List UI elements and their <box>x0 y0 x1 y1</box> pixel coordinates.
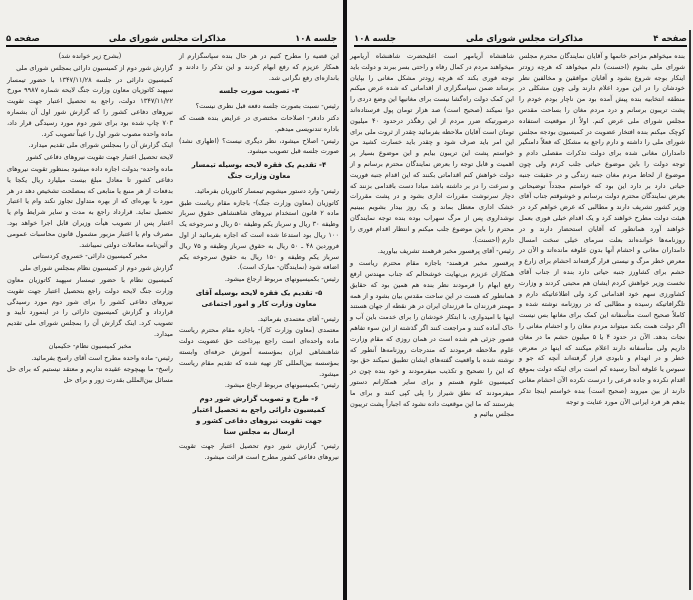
paragraph: ماده واحده- بدولت اجازه داده میشود بمنظور تقویت نیروهای دفاعی کشور تا معادل مبلغ بیست میلیارد ریال یکجا یا بدفعات از هر منبع یا منابعی که بمصلحت تشخیص دهد در هر مورد با بهره‌ای که از بهره متداول تجاوز نکند وام یا اعتبار تحصیل نماید. قرارداد راجع به مدت و سایر شرایط وام یا اعتبار پس از تصویب هیأت وزیران قابل اجرا خواهد بود. مصرف وام یا اعتبار مزبور مشمول قانون محاسبات عمومی و آئین‌نامه معاملات دولتی نمیباشد. <box>7 164 173 249</box>
page-edge <box>689 30 691 590</box>
page-header <box>6 28 337 44</box>
paragraph: رئیس- ماده واحده مطرح است آقای راسخ بفرمائید. <box>31 353 173 362</box>
page-divider <box>343 0 347 600</box>
right-page <box>348 0 693 600</box>
section-heading: ۴- تقدیم یک فقره لایحه بوسیله تیمسار معاون وزارت جنگ <box>191 161 327 180</box>
section-heading: ۶- طرح و تصویب گزارش شور دوم کمیسیون دارائی راجع به تحصیل اعتبار جهت تقویت نیروهای دفاعی کشور و ارسال به مجلس سنا <box>192 395 326 436</box>
paragraph: معتمدی (معاون وزارت کار)- باجازه مقام محترم ریاست ماده واحده‌ای است راجع بپرداخت حق عضویت دولت شاهنشاهی ایران بمؤسسه آموزش حرفه‌ای وابسته بمؤسسه بین‌المللی کار تهیه شده که تقدیم مقام ریاست میشود. <box>179 326 339 378</box>
text-column-left <box>350 51 514 421</box>
paragraph: گزارش شور دوم از کمیسیون دارائی بمجلس شورای ملی <box>16 63 173 72</box>
paragraph: راسخ- ما بهیچوجه عقیده نداریم و معتقد نیستیم که برای حل مسائل بین‌المللی بقدرت زور و برای حل <box>7 365 173 385</box>
paragraph: کاتوزیان (معاون وزارت جنگ)- باجازه مقام ریاست طبق ماده ۲ قانون استخدام نیروهای شاهنشاهی حقوق سرباز وظیفه ۳۰ ریال و سرباز یکم وظیفه ۵۰ ریال و سرجوخه یک ۱۰۰ ریال بود استدعا شده است که اجازه بفرمائید از اول فروردین ۴۸ ـ ۵۰ ریال به حقوق سرباز وظیفه و ۷۵ ریال سرباز یکم وظیفه و ۱۵۰ ریال به حقوق سرجوخه یکم اضافه شود (نمایندگان- مبارک است). <box>179 198 340 272</box>
paragraph: رئیس- گزارش شور دوم تحصیل اعتبار جهت تقویت نیروهای دفاعی کشور مطرح است قرائت میشود. <box>179 442 339 462</box>
section-heading: ۳- تصویب صورت جلسه <box>219 87 299 96</box>
text-column-right <box>519 51 685 408</box>
paragraph: کمیسیون نظام با حضور تیمسار سپهبد کاتوزیان معاون وزارت جنگ لایحه دولت راجع بتحصیل اعتبار جهت تقویت نیروهای دفاعی کشور را برای شور دوم مورد رسیدگی قرارداد و گزارش کمیسیون دارائی را در اینمورد تأیید و تصویب کرد. اینک گزارش آن را بمجلس شورای ملی تقدیم میدارد. <box>7 275 173 338</box>
paragraph: رئیس- بکمیسیونهای مربوط ارجاع میشود. <box>224 381 339 390</box>
paragraph: (بشرح زیر خوانده شد) <box>58 52 122 60</box>
publication-title: مذاکرات مجلس شورای ملی <box>108 34 226 44</box>
paragraph: شاهنشاه آریامهر است اعلیحضرت شاهنشاه آریامهر میخواهند مردم در کمال رفاه و راحتی بسر ببرند و دولت باید توجه فوری بکند که هرچه زودتر مشکل مغانی را بپایان برساند ضمن سپاسگزاری از اقداماتی که شده عرض میکنم این کمک دولت راه‌گشا نیست برای مغانیها این وضع دردی را دوا نمیکند (صحیح است) صد هزار تومان پول فرستاده‌اند درصورتیکه ضرر مردم از این رهگذر درحدود ۴۰ میلیون تومان است آقایان ملاحظه بفرمائید چقدر از ثروت ملی برای این امر باید صرف شود و چقدر باید خسارت کشید من خواستم پشت این تریبون بیایم و این موضوع بسیار پر اهمیت و قابل توجه را بعرض نمایندگان محترم برسانم و از دولت خواهش کنم اقداماتی بکنند که این اقدام جنبه فوریت و سرعت را در بر داشته باشد مبادا دست باقدامی بزنند که دچار سرنوشت مقررات اداری بشود و در پشت مقررات خشک اداری معطل بماند و یک روز بیدار بشویم ببینیم نوشداروی پس از مرگ سهراب بوده بنده توجه نمایندگان محترم را باین موضوع جلب میکنم و انتظار اقدام فوری را دارم (احسنت). <box>350 52 514 244</box>
section-heading: ۵- تقدیم یک فقره لایحه بوسیله آقای معاون وزارت کار و امور اجتماعی <box>195 288 323 308</box>
paragraph: رئیس- آقای معتمدی بفرمائید. <box>257 314 339 323</box>
paragraph: رئیس- وارد دستور میشویم تیمسار کاتوزیان بفرمائید. <box>194 186 339 195</box>
page-header <box>354 28 687 44</box>
header-rule <box>354 45 687 47</box>
paragraph: دکتر دادفر- اصلاحات مختصری در عرایض بنده هست که باداره تندنویسی میدهم. <box>179 113 339 133</box>
page-number: صفحه ۴ <box>653 34 687 44</box>
paragraph: کمیسیون دارائی در جلسه ۱۳۴۷/۱۱/۲۸ با حضور تیمسار سپهبد کاتوزیان معاون وزارت جنگ لایحه شماره ۹۹۸۷ مورخ ۱۳۴۷/۱۱/۲۲ دولت، راجع به تحصیل اعتبار جهت تقویت نیروهای دفاعی کشور را که گزارش شور اول آن بشماره ۷۰۳ چاپ شده بود برای شور دوم مورد رسیدگی قرار داد، ماده واحده مصوب شور اول را عیناً تصویب کرد. <box>7 75 174 138</box>
paragraph: رئیس- اصلاح میشود، نظر دیگری نیست؟ (اظهاری نشد) صورت جلسه قبل تصویب میشود. <box>179 136 339 156</box>
page-number: صفحه ۵ <box>6 34 40 44</box>
paragraph: گزارش شور دوم از کمیسیون نظام بمجلس شورای ملی <box>19 264 173 273</box>
session-number: جلسه ۱۰۸ <box>295 34 337 44</box>
text-column-left <box>7 51 173 387</box>
text-column-right <box>179 51 339 464</box>
paragraph: مخبر کمیسیون نظام- حکیمیان <box>48 341 132 350</box>
paragraph: مخبر کمیسیون دارائی- خسروی کردستانی <box>32 252 148 261</box>
left-page <box>0 0 343 600</box>
paragraph: رئیس- نسبت بصورت جلسه دفعه قبل نظری نیست؟ <box>195 102 339 111</box>
paragraph: بنده میخواهم مزاحم خانمها و آقایان نمایندگان محترم مجلس شورای ملی بشوم (احسنت) دلم میخواهد که هرچه زودتر اینکار بوجه شروع بشود و آقایان موافقین و مخالفین نظر خودشان را در این مورد اعلام دارند ولی چون مشکلی در منطقه انتخابیه بنده پیش آمده بود من ناچار بودم خودم را پشت تریبون برسانم و درد مردم مغان را بساحت مقدس مجلس شورای ملی عرض کنم. اولاً از موقعیت استفاده کوچک میکنم بنده افتخار عضویت در کمیسیون بودجه مجلس شورای ملی را داشته و دارم راجع به مشکل که فعلاً دامنگیر دامداران مغانی شده برای دولت تذکرات مفصلی دادم و توجه دولت را باین موضوع حیاتی جلب کردم ولی چون موضوع از لحاظ مردم مغان جنبه زندگی و در حقیقت جنبه حیاتی دارد بر دارد این بود که خواستم مجدداً توضیحاتی بعرض نمایندگان محترم دولت برسانم و خوشوقتم جناب آقای وزیر کشور تشریف دارند و مطالبی که عرض خواهم کرد در هیئت دولت مطرح خواهند کرد و یک اقدام خیلی فوری بعمل خواهند آورد همانطور که آقایان استحضار دارند و در روزنامه‌ها خوانده‌اند بعلت سرمای خیلی سخت امسال دامداران مغانی و احشام آنها بدون علوفه مانده‌اند و الآن در معرض خطر مرگ و نیستی قرار گرفته‌اند احشام برای زارع و حشم برای کشاورز جنبه حیاتی دارد بنده از جناب آقای نخست وزیر خواهش کردم ایشان هم محبتی کردند و وزارت کشاورزی سهم خود اقداماتی کرد ولی اطلاعاتیکه دارم و تلگرافاتیکه رسیده و مطالبی که در روزنامه نوشته شده و کاملاً صحیح است متأسفانه این کمک برای مغانها بس نیست اگر دولت همت بکند میتواند مردم مغان را و احشام مغانی را نجات بدهد. الآن در حدود ۴ یا ۵ میلیون حشم ما در مغان داریم ولی متأسفانه دارند اعلام میکنند که اینها در معرض خطر و در انهدام و نابودی قرار گرفته‌اند آنچه که جو و سبوس یا علوفه آنجا رسیده کم است برای اینکه دولت بموقع اقدام نکرده و جاده فرعی را درست نکرده الآن احشام مغانی دارند از بین میروند (صحیح است) بنده خواستم اینجا تذکر بدهم هر فرد ایرانی الآن مورد عنایت و توجه <box>519 52 685 406</box>
header-rule <box>6 45 337 47</box>
paragraph: این قضیه را مطرح کنیم در هر حال بنده سپاسگزارم از همکار عزیزم که رفع ابهام کردند و این تذکر را دادند و باندازه‌ای رفع نگرانی شد. <box>179 52 339 82</box>
paragraph: پرفسور مخبر فرهمند- باجازه مقام محترم ریاست و همکاران عزیزم بی‌نهایت خوشحالم که جناب مهندس ارفع رفع ابهام را فرمودند نظر بنده هم همین بود که حقایق همانطور که هست در این ساحت مقدس بیان بشود و از همه مهمتر فرزندان ما فرزندان ایران در هر نقطه از جهان هستند اینها با امیدواری، با ابتکار خودشان را برای خدمت باین آب و خاک آماده کنند و مراجعت کنند اگر گذشته از این سوء تفاهم قصور جزئی هم شده است در همان روزی که مقام وزارت علوم ملاحظه فرمودند که مندرجات روزنامه‌ها آنطور که نوشته شده با واقعیت گفته‌های ایشان تطبیق نمیکند حق بود که این را تصحیح و تکذیب میفرمودند و خود بنده چون در کمیسیون علوم هستم و برای سایر همکارانم دستور میفرمودند که نطق شیراز را پلی کپی کنند و برای ما بفرستند که ما این موقعیت داده نشود که اجباراً پشت تریبون مجلس بیائیم و <box>350 259 514 419</box>
paragraph: رئیس- بکمیسیونهای مربوط ارجاع میشود. <box>224 275 339 284</box>
publication-title: مذاکرات مجلس شورای ملی <box>466 34 584 44</box>
paragraph: رئیس- آقای پرفسور مخبر فرهمند تشریف بیاورید. <box>377 247 514 256</box>
paragraph: لایحه تحصیل اعتبار جهت تقویت نیروهای دفاعی کشور <box>26 153 173 162</box>
session-number: جلسه ۱۰۸ <box>354 34 396 44</box>
paragraph: اینک گزارش آن را بمجلس شورای ملی تقدیم میدارد. <box>28 141 173 150</box>
